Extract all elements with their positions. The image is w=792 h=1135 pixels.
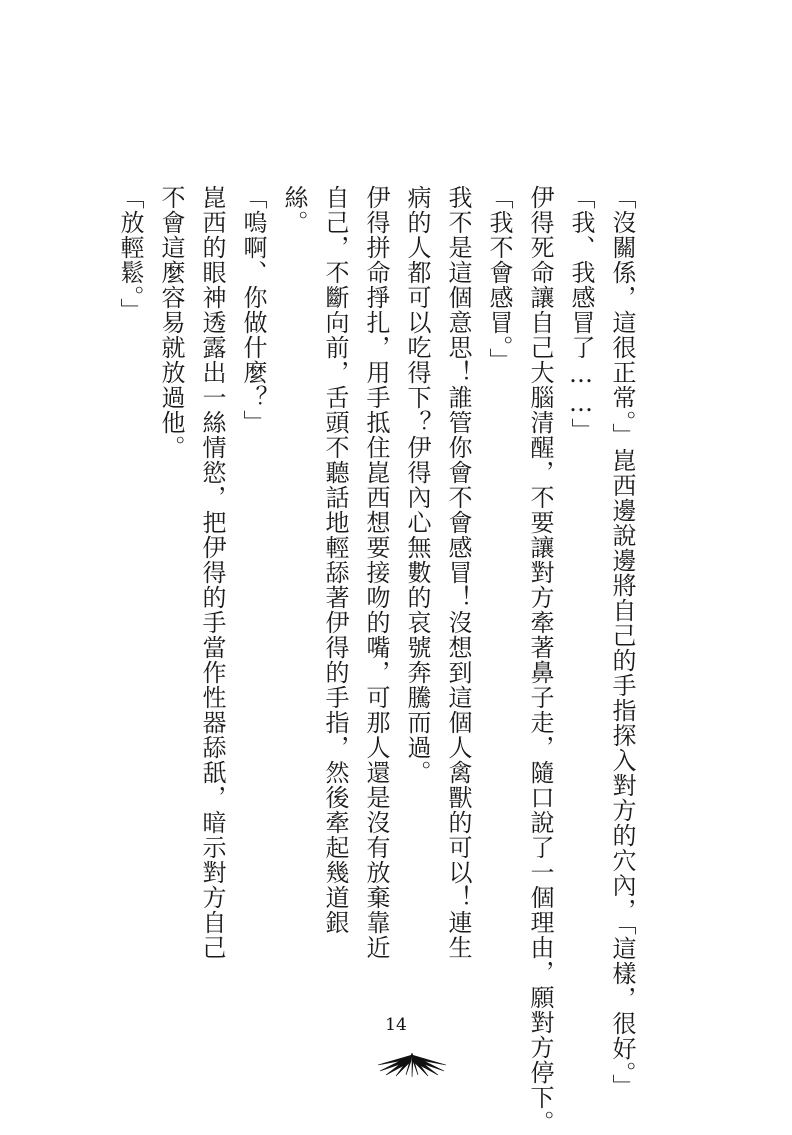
paragraph-2: 「我、我感冒了……」	[567, 185, 595, 443]
paragraph-7: 「嗚啊、你做什麼？」	[239, 185, 267, 435]
paragraph-1: 「沒關係，這很正常。」崑西邊說邊將自己的手指探入對方的穴內，「這樣，很好。」	[608, 185, 636, 1099]
paragraph-3: 伊得死命讓自己大腦清醒，不要讓對方牽著鼻子走，隨口說了一個理由，願對方停下。	[526, 185, 554, 1135]
paragraph-5	[396, 185, 478, 975]
paragraph-6	[273, 185, 396, 975]
paragraph-5-text: 我不是這個意思！誰管你會不會感冒！沒想到這個人禽獸的可以！連生病的人都可以吃得下？伊得內心無數的哀號奔騰而過。	[403, 185, 472, 960]
paragraph-9: 「放輕鬆。」	[116, 185, 144, 323]
paragraph-8	[150, 185, 232, 975]
paragraph-4: 「我不會感冒。」	[485, 185, 513, 373]
wing-flourish-icon	[376, 1031, 448, 1077]
page-number: 14	[385, 1015, 407, 1035]
paragraph-6-text: 伊得拼命掙扎，用手抵住崑西想要接吻的嘴，可那人還是沒有放棄靠近自己，不斷向前，舌頭不聽話地輕舔著伊得的手指，然後牽起幾道銀絲。	[280, 185, 390, 960]
page-footer	[0, 1015, 792, 1075]
paragraph-8-text: 崑西的眼神透露出一絲情慾，把伊得的手當作性器舔舐，暗示對方自己不會這麼容易就放過他。	[157, 185, 226, 960]
